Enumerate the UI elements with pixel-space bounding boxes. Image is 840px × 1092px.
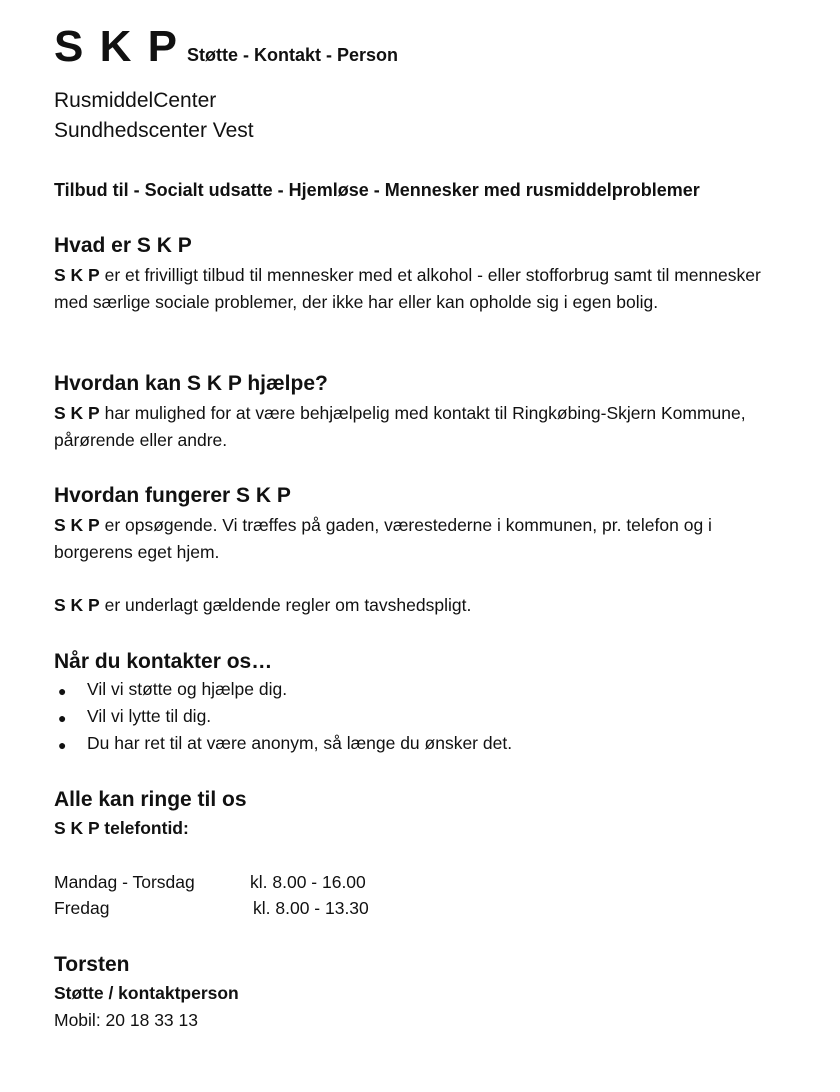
skp-lead: S K P xyxy=(54,265,100,285)
bullet-text: Du har ret til at være anonym, så længe du ønsker det. xyxy=(87,733,513,753)
section-body: er et frivilligt tilbud til mennesker med et alkohol - eller stofforbrug samt til mennesker med særlige sociale problemer, der ikke har eller kan opholde sig i egen bolig. xyxy=(54,265,761,312)
contact-heading: Når du kontakter os… xyxy=(54,650,273,673)
location-name: Sundhedscenter Vest xyxy=(54,119,254,142)
phone-subheading: S K P telefontid: xyxy=(54,818,189,838)
section-heading-how-works: Hvordan fungerer S K P xyxy=(54,484,291,507)
section-text-how-help xyxy=(54,400,794,454)
section-heading-what: Hvad er S K P xyxy=(54,234,192,257)
contact-person-role: Støtte / kontaktperson xyxy=(54,983,239,1003)
bullet-icon: ● xyxy=(58,683,67,699)
contact-person-name: Torsten xyxy=(54,953,130,976)
tagline: Støtte - Kontakt - Person xyxy=(187,45,399,65)
mobile-number: Mobil: 20 18 33 13 xyxy=(54,1010,198,1030)
logo-text: S K P xyxy=(54,22,179,71)
section-text-how-works xyxy=(54,512,794,566)
skp-lead: S K P xyxy=(54,595,100,615)
section-body: er opsøgende. Vi træffes på gaden, værestederne i kommunen, pr. telefon og i borgerens eget hjem. xyxy=(54,515,712,562)
section-body: har mulighed for at være behjælpelig med kontakt til Ringkøbing-Skjern Kommune, pårørende eller andre. xyxy=(54,403,746,450)
section-heading-how-help: Hvordan kan S K P hjælpe? xyxy=(54,372,328,395)
confidentiality-body: er underlagt gældende regler om tavshedspligt. xyxy=(99,595,472,615)
phone-heading: Alle kan ringe til os xyxy=(54,788,247,811)
center-name: RusmiddelCenter xyxy=(54,89,217,112)
section-text-what xyxy=(54,262,794,316)
schedule-days: Mandag - Torsdag xyxy=(54,872,195,892)
bullet-icon: ● xyxy=(58,710,67,726)
schedule-hours: kl. 8.00 - 16.00 xyxy=(250,872,366,892)
bullet-icon: ● xyxy=(58,737,67,753)
skp-lead: S K P xyxy=(54,515,100,535)
confidentiality-text xyxy=(54,592,794,619)
schedule-days: Fredag xyxy=(54,898,110,918)
schedule-hours: kl. 8.00 - 13.30 xyxy=(253,898,369,918)
bullet-text: Vil vi lytte til dig. xyxy=(87,706,212,726)
skp-lead: S K P xyxy=(54,403,100,423)
offer-line: Tilbud til - Socialt udsatte - Hjemløse - Mennesker med rusmiddelproblemer xyxy=(54,180,700,200)
bullet-text: Vil vi støtte og hjælpe dig. xyxy=(87,679,288,699)
